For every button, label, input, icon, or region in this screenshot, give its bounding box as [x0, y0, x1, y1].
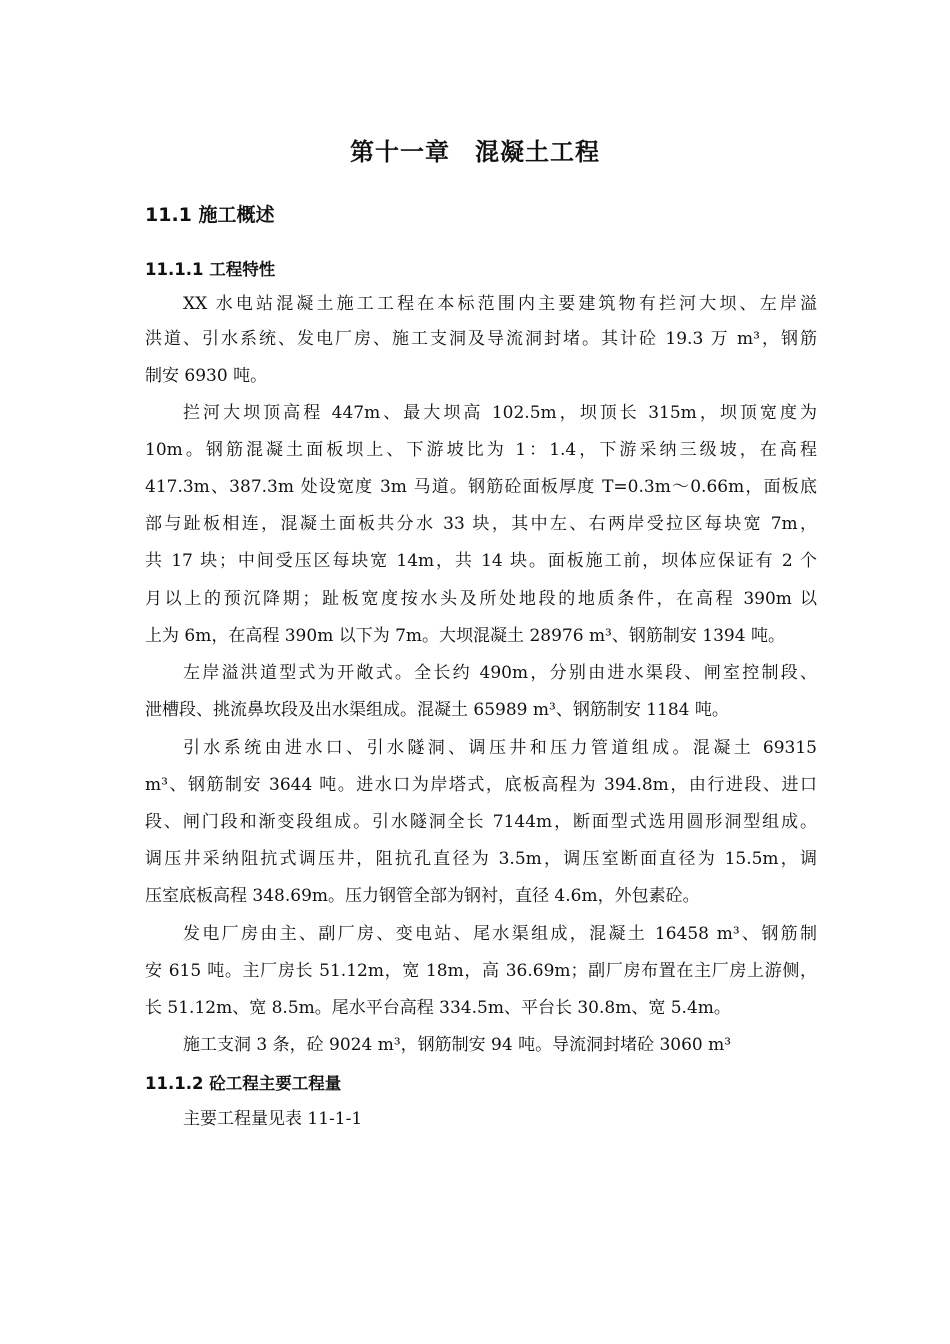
para6-line1: 施工支洞 3 条，砼 9024 m³，钢筋制安 94 吨。导流洞封堵砼 3060 m³: [183, 1035, 732, 1055]
para4-line2: m³、钢筋制安 3644 吨。进水口为岸塔式，底板高程为 394.8m，由行进段、进口: [145, 775, 817, 795]
para2-line4: 部与趾板相连，混凝土面板共分水 33 块，其中左、右两岸受拉区每块宽 7m，: [145, 514, 817, 534]
para1-line2: 洪道、引水系统、发电厂房、施工支洞及导流洞封堵。其计砼 19.3 万 m³，钢筋: [145, 329, 817, 349]
para3-line1: 左岸溢洪道型式为开敞式。全长约 490m，分别由进水渠段、闸室控制段、: [183, 663, 817, 683]
para7-line1: 主要工程量见表 11-1-1: [183, 1109, 363, 1129]
para3-line2: 泄槽段、挑流鼻坎段及出水渠组成。混凝土 65989 m³、钢筋制安 1184 吨。: [145, 700, 729, 720]
para4-line1: 引水系统由进水口、引水隧洞、调压井和压力管道组成。混凝土 69315: [183, 738, 817, 758]
para2-line5: 共 17 块；中间受压区每块宽 14m，共 14 块。面板施工前，坝体应保证有 2 个: [145, 551, 817, 571]
para5-line3: 长 51.12m、宽 8.5m。尾水平台高程 334.5m、平台长 30.8m、宽 5.4m。: [145, 998, 731, 1018]
para2-line3: 417.3m、387.3m 处设宽度 3m 马道。钢筋砼面板厚度 T=0.3m～0.66m，面板底: [145, 477, 817, 497]
subsection-heading-2: 11.1.2 砼工程主要工程量: [145, 1074, 342, 1093]
para4-line3: 段、闸门段和渐变段组成。引水隧洞全长 7144m，断面型式选用圆形洞型组成。: [145, 812, 817, 832]
para5-line2: 安 615 吨。主厂房长 51.12m，宽 18m，高 36.69m；副厂房布置在主厂房上游侧，: [145, 961, 817, 981]
para1-line1: XX 水电站混凝土施工工程在本标范围内主要建筑物有拦河大坝、左岸溢: [183, 294, 817, 314]
para2-line2: 10m。钢筋混凝土面板坝上、下游坡比为 1：1.4，下游采纳三级坡，在高程: [145, 440, 817, 460]
subsection-heading-1: 11.1.1 工程特性: [145, 260, 276, 279]
para4-line5: 压室底板高程 348.69m。压力钢管全部为钢衬，直径 4.6m，外包素砼。: [145, 886, 700, 906]
para2-line6: 月以上的预沉降期；趾板宽度按水头及所处地段的地质条件，在高程 390m 以: [145, 589, 817, 609]
para2-line1: 拦河大坝顶高程 447m、最大坝高 102.5m，坝顶长 315m，坝顶宽度为: [183, 403, 817, 423]
para1-line3: 制安 6930 吨。: [145, 366, 268, 386]
para5-line1: 发电厂房由主、副厂房、变电站、尾水渠组成，混凝土 16458 m³、钢筋制: [183, 924, 817, 944]
section-heading: 11.1 施工概述: [145, 204, 275, 226]
chapter-title: 第十一章 混凝土工程: [350, 138, 600, 166]
para4-line4: 调压井采纳阻抗式调压井，阻抗孔直径为 3.5m，调压室断面直径为 15.5m，调: [145, 849, 817, 869]
para2-line7: 上为 6m，在高程 390m 以下为 7m。大坝混凝土 28976 m³、钢筋制安 1394 吨。: [145, 626, 785, 646]
